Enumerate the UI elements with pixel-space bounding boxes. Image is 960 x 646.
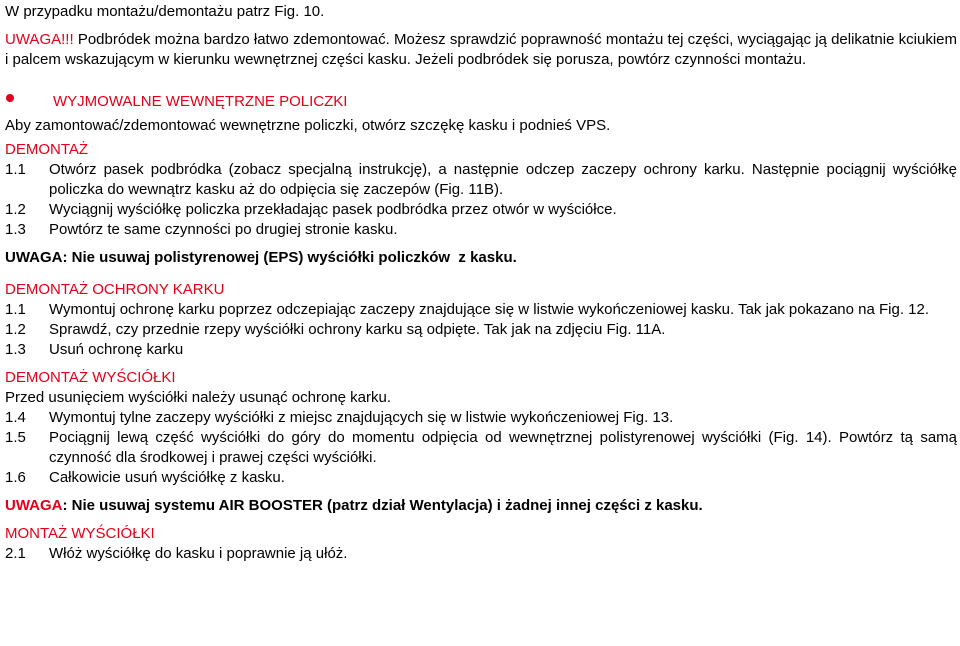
cheek-pads-section-title bbox=[5, 92, 957, 112]
liner-warning-text: : Nie usuwaj systemu AIR BOOSTER (patrz dział Wentylacja) i żadnej innej części z kasku. bbox=[62, 497, 703, 514]
step-text: Włóż wyściółkę do kasku i poprawnie ją ułóż. bbox=[49, 545, 348, 562]
list-item bbox=[5, 300, 957, 320]
step-number: 2.1 bbox=[5, 545, 26, 562]
list-item bbox=[5, 200, 957, 220]
step-text: Powtórz te same czynności po drugiej stronie kasku. bbox=[49, 221, 398, 238]
step-number: 1.1 bbox=[5, 161, 26, 178]
step-number: 1.6 bbox=[5, 469, 26, 486]
liner-warning-label: UWAGA bbox=[5, 497, 63, 514]
intro-warning bbox=[5, 30, 957, 70]
step-text: Wyciągnij wyściółkę policzka przekładając pasek podbródka przez otwór w wyściółce. bbox=[49, 201, 617, 218]
intro-warning-text: Podbródek można bardzo łatwo zdemontować. Możesz sprawdzić poprawność montażu tej części, wyciągając ją delikatnie kciukiem i palcem wskazującym w kierunku wewnętrznej części kasku. Jeżeli podbródek się porusza, powtórz czynności montażu. bbox=[5, 31, 957, 68]
step-number: 1.4 bbox=[5, 409, 26, 426]
step-number: 1.2 bbox=[5, 201, 26, 218]
step-number: 1.3 bbox=[5, 341, 26, 358]
removal-heading: DEMONTAŻ bbox=[5, 141, 89, 158]
liner-removal-warning bbox=[5, 496, 957, 516]
liner-install-heading: MONTAŻ WYŚCIÓŁKI bbox=[5, 525, 155, 542]
step-text: Wymontuj tylne zaczepy wyściółki z miejsc znajdujących się w listwie wykończeniowej Fig. 13. bbox=[49, 409, 674, 426]
intro-warning-label: UWAGA!!! bbox=[5, 31, 74, 48]
liner-removal-intro: Przed usunięciem wyściółki należy usunąć ochronę karku. bbox=[5, 389, 392, 406]
step-text: Pociągnij lewą część wyściółki do góry do momentu odpięcia od wewnętrznej polistyrenowej wyściółki (Fig. 14). Powtórz tą samą czynność dla środkowej i prawej części wyściółki. bbox=[49, 429, 957, 466]
bullet-icon bbox=[6, 94, 14, 102]
step-text: Usuń ochronę karku bbox=[49, 341, 184, 358]
list-item bbox=[5, 340, 957, 360]
neck-guard-heading: DEMONTAŻ OCHRONY KARKU bbox=[5, 281, 225, 298]
step-number: 1.1 bbox=[5, 301, 26, 318]
liner-removal-heading: DEMONTAŻ WYŚCIÓŁKI bbox=[5, 369, 176, 386]
step-number: 1.5 bbox=[5, 429, 26, 446]
list-item bbox=[5, 408, 957, 428]
intro-line: W przypadku montażu/demontażu patrz Fig. 10. bbox=[5, 3, 325, 20]
list-item bbox=[5, 468, 957, 488]
cheek-pads-warning: UWAGA: Nie usuwaj polistyrenowej (EPS) wyściółki policzków z kasku. bbox=[5, 249, 517, 266]
list-item bbox=[5, 544, 957, 564]
list-item bbox=[5, 220, 957, 240]
step-text: Sprawdź, czy przednie rzepy wyściółki ochrony karku są odpięte. Tak jak na zdjęciu Fig. 11A. bbox=[49, 321, 666, 338]
step-number: 1.3 bbox=[5, 221, 26, 238]
cheek-pads-description: Aby zamontować/zdemontować wewnętrzne policzki, otwórz szczękę kasku i podnieś VPS. bbox=[5, 117, 611, 134]
list-item bbox=[5, 320, 957, 340]
step-text: Wymontuj ochronę karku poprzez odczepiając zaczepy znajdujące się w listwie wykończeniowej kasku. Tak jak pokazano na Fig. 12. bbox=[49, 301, 930, 318]
cheek-pads-title: WYJMOWALNE WEWNĘTRZNE POLICZKI bbox=[53, 93, 348, 110]
list-item bbox=[5, 160, 957, 200]
step-number: 1.2 bbox=[5, 321, 26, 338]
step-text: Całkowicie usuń wyściółkę z kasku. bbox=[49, 469, 285, 486]
step-text: Otwórz pasek podbródka (zobacz specjalną instrukcję), a następnie odczep zaczepy ochrony karku. Następnie pociągnij wyściółkę policzka do wewnątrz kasku aż do odpięcia się zaczepów (Fig. 11B). bbox=[49, 161, 957, 198]
list-item bbox=[5, 428, 957, 468]
